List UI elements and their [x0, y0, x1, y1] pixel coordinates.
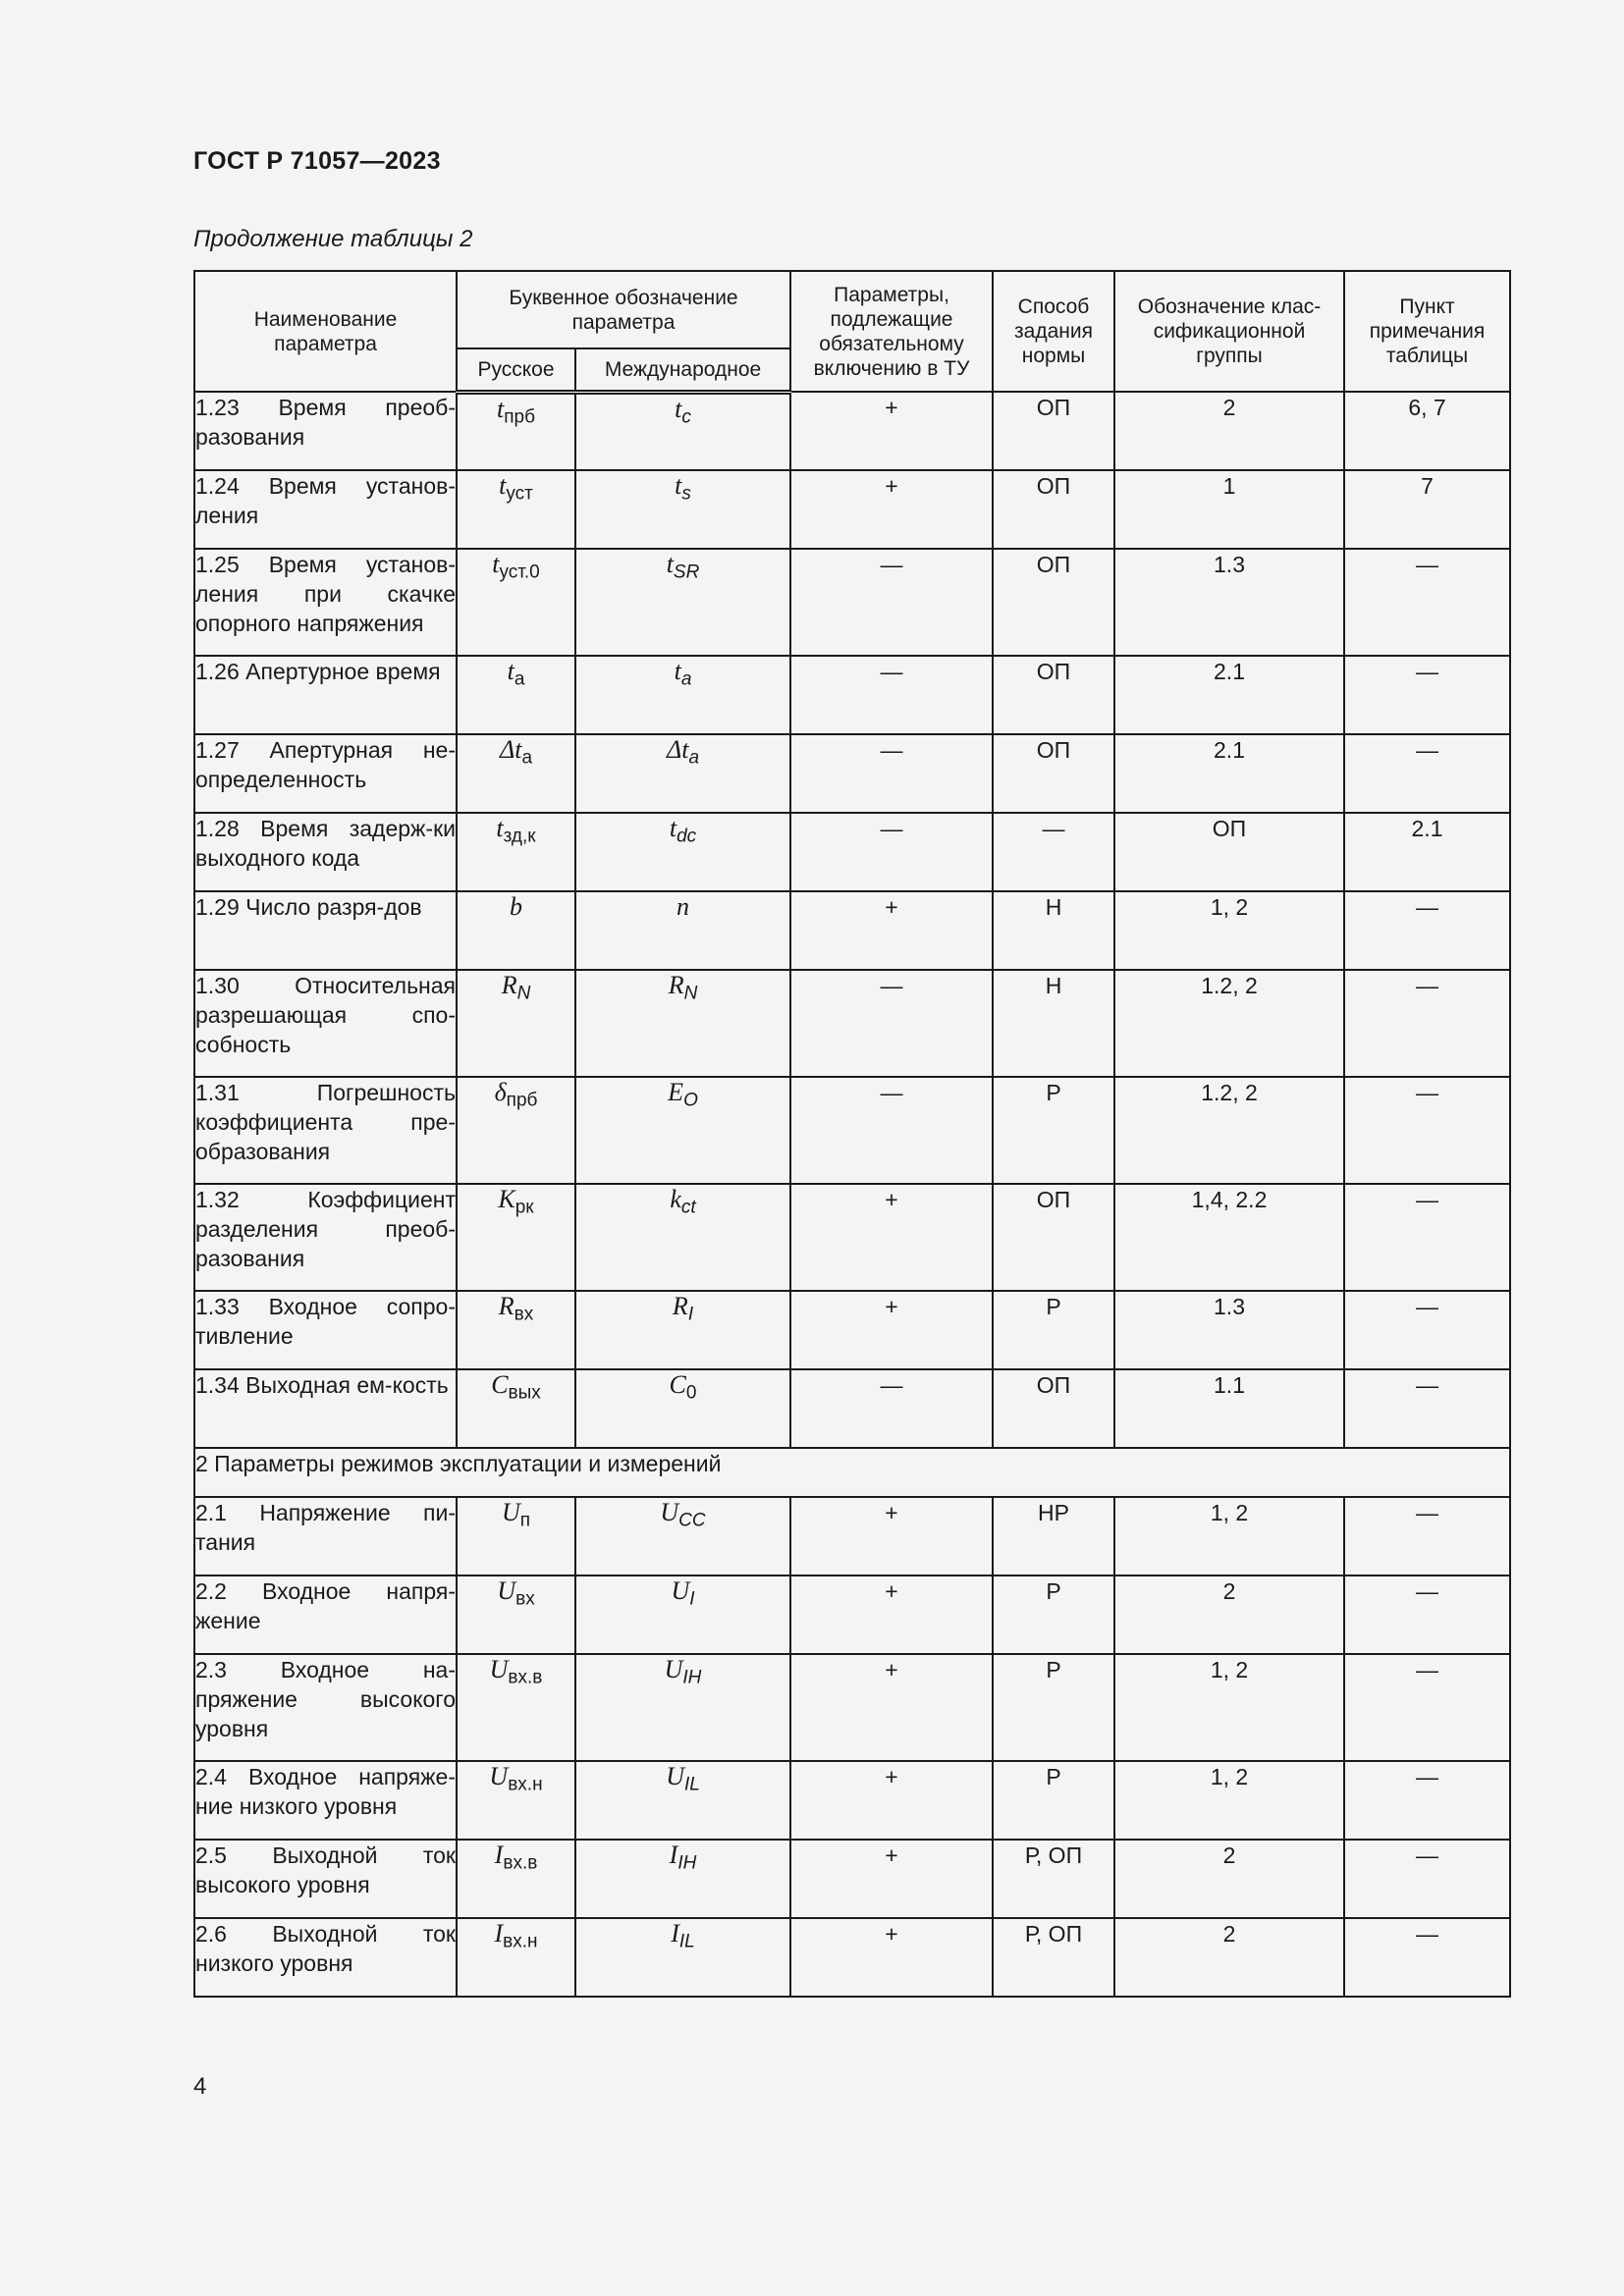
norm-method: ОП	[993, 392, 1114, 470]
symbol-subscript: O	[683, 1090, 698, 1111]
symbol-main: U	[501, 1498, 520, 1526]
norm-method: —	[993, 813, 1114, 891]
symbol-main: I	[494, 1919, 504, 1948]
symbol-main: U	[660, 1498, 679, 1526]
param-name: 1.27 Апертурная не-определенность	[194, 734, 457, 813]
symbol-ru	[457, 734, 575, 813]
table-row	[194, 1918, 1510, 1997]
tu-flag: —	[790, 549, 993, 656]
symbol-main: b	[510, 892, 522, 921]
symbol-intl	[575, 1497, 790, 1575]
note-ref: —	[1344, 970, 1510, 1077]
note-ref: 7	[1344, 470, 1510, 549]
symbol-intl	[575, 1369, 790, 1448]
symbol-subscript: N	[516, 983, 531, 1004]
symbol-main: I	[671, 1919, 679, 1948]
symbol-intl	[575, 1291, 790, 1369]
symbol-subscript: вх.н	[508, 1774, 543, 1795]
symbol-main: Δt	[666, 735, 689, 764]
symbol-subscript: ct	[680, 1197, 696, 1218]
symbol-subscript: вых	[508, 1382, 541, 1404]
symbol-subscript: зд,к	[503, 826, 536, 847]
symbol-main: t	[496, 814, 504, 842]
note-ref: —	[1344, 1654, 1510, 1761]
param-name: 1.29 Число разря-дов	[194, 891, 457, 970]
symbol-intl	[575, 1761, 790, 1840]
param-name: 2.3 Входное на-пряжение высокого уровня	[194, 1654, 457, 1761]
note-ref: —	[1344, 1840, 1510, 1918]
class-group: 1.3	[1114, 549, 1344, 656]
tu-flag: +	[790, 1918, 993, 1997]
tu-flag: —	[790, 656, 993, 734]
param-name: 1.34 Выходная ем-кость	[194, 1369, 457, 1448]
symbol-ru	[457, 813, 575, 891]
header-letter: Буквенное обозначение параметра	[457, 271, 790, 348]
tu-flag: —	[790, 1077, 993, 1184]
symbol-subscript: вх	[515, 1588, 535, 1610]
note-ref: —	[1344, 1918, 1510, 1997]
note-ref: 2.1	[1344, 813, 1510, 891]
symbol-subscript: I	[689, 1588, 695, 1610]
section-title: 2 Параметры режимов эксплуатации и измерений	[194, 1448, 1510, 1497]
page-number: 4	[193, 2073, 207, 2100]
norm-method: Р	[993, 1077, 1114, 1184]
symbol-subscript: вх.в	[508, 1667, 543, 1688]
symbol-main: R	[668, 971, 684, 999]
symbol-main: U	[489, 1762, 509, 1790]
document-code: ГОСТ Р 71057—2023	[193, 147, 441, 175]
symbol-subscript: прб	[506, 1090, 538, 1111]
symbol-main: R	[501, 971, 517, 999]
note-ref: —	[1344, 1077, 1510, 1184]
symbol-subscript: уст	[506, 483, 533, 505]
symbol-subscript: N	[683, 983, 698, 1004]
symbol-subscript: s	[681, 483, 691, 505]
symbol-main: K	[498, 1185, 515, 1213]
symbol-intl	[575, 470, 790, 549]
tu-flag: +	[790, 1575, 993, 1654]
symbol-ru	[457, 1369, 575, 1448]
param-name: 2.1 Напряжение пи-тания	[194, 1497, 457, 1575]
class-group: 2	[1114, 392, 1344, 470]
symbol-main: Δt	[499, 735, 522, 764]
symbol-subscript: IH	[682, 1667, 702, 1688]
symbol-subscript: IL	[683, 1774, 700, 1795]
symbol-subscript: вх	[514, 1304, 534, 1325]
symbol-main: I	[669, 1841, 678, 1869]
table-row	[194, 392, 1510, 470]
symbol-ru	[457, 1575, 575, 1654]
symbol-subscript: рк	[514, 1197, 534, 1218]
table-row	[194, 1654, 1510, 1761]
class-group: 1.2, 2	[1114, 970, 1344, 1077]
symbol-subscript: dc	[677, 826, 697, 847]
norm-method: НР	[993, 1497, 1114, 1575]
tu-flag: +	[790, 1840, 993, 1918]
header-method: Способ задания нормы	[993, 271, 1114, 392]
param-name: 1.32 Коэффициент разделения преоб-разования	[194, 1184, 457, 1291]
header-intl: Международное	[575, 348, 790, 392]
symbol-subscript: 0	[685, 1382, 697, 1404]
symbol-intl	[575, 1840, 790, 1918]
norm-method: ОП	[993, 734, 1114, 813]
note-ref: —	[1344, 891, 1510, 970]
table-row	[194, 1184, 1510, 1291]
note-ref: —	[1344, 734, 1510, 813]
symbol-subscript: a	[688, 747, 700, 769]
class-group: 2.1	[1114, 656, 1344, 734]
class-group: ОП	[1114, 813, 1344, 891]
symbol-ru	[457, 656, 575, 734]
symbol-subscript: a	[680, 668, 692, 690]
symbol-ru	[457, 1654, 575, 1761]
note-ref: —	[1344, 1761, 1510, 1840]
symbol-ru	[457, 891, 575, 970]
table-row	[194, 1291, 1510, 1369]
symbol-subscript: вх.н	[503, 1931, 538, 1952]
norm-method: ОП	[993, 1369, 1114, 1448]
class-group: 1.2, 2	[1114, 1077, 1344, 1184]
norm-method: Р, ОП	[993, 1840, 1114, 1918]
param-name: 2.4 Входное напряже-ние низкого уровня	[194, 1761, 457, 1840]
table-row	[194, 1575, 1510, 1654]
note-ref: 6, 7	[1344, 392, 1510, 470]
symbol-ru	[457, 1077, 575, 1184]
symbol-intl	[575, 813, 790, 891]
symbol-intl	[575, 392, 790, 470]
tu-flag: +	[790, 470, 993, 549]
symbol-subscript: а	[521, 747, 533, 769]
table-row	[194, 656, 1510, 734]
symbol-subscript: c	[681, 406, 691, 428]
symbol-subscript: прб	[504, 406, 535, 428]
param-name: 2.6 Выходной ток низкого уровня	[194, 1918, 457, 1997]
symbol-subscript: SR	[673, 561, 700, 583]
table-row	[194, 813, 1510, 891]
symbol-ru	[457, 549, 575, 656]
symbol-intl	[575, 1654, 790, 1761]
symbol-ru	[457, 1184, 575, 1291]
tu-flag: —	[790, 813, 993, 891]
tu-flag: —	[790, 970, 993, 1077]
symbol-main: t	[674, 657, 681, 685]
symbol-main: t	[499, 471, 507, 500]
table-row	[194, 1497, 1510, 1575]
symbol-intl	[575, 1918, 790, 1997]
class-group: 2	[1114, 1840, 1344, 1918]
symbol-subscript: IL	[678, 1931, 695, 1952]
parameters-table	[193, 270, 1511, 1998]
class-group: 1, 2	[1114, 1654, 1344, 1761]
class-group: 2	[1114, 1575, 1344, 1654]
symbol-ru	[457, 1497, 575, 1575]
note-ref: —	[1344, 549, 1510, 656]
tu-flag: +	[790, 1291, 993, 1369]
param-name: 1.25 Время установ-ления при скачке опорного напряжения	[194, 549, 457, 656]
symbol-subscript: уст.0	[499, 561, 540, 583]
symbol-main: t	[507, 657, 514, 685]
table-row	[194, 891, 1510, 970]
param-name: 1.26 Апертурное время	[194, 656, 457, 734]
norm-method: ОП	[993, 656, 1114, 734]
header-name: Наименование параметра	[194, 271, 457, 392]
symbol-main: U	[671, 1576, 690, 1605]
symbol-main: I	[494, 1841, 504, 1869]
symbol-main: n	[677, 892, 689, 921]
header-class: Обозначение клас-сификационной группы	[1114, 271, 1344, 392]
symbol-main: R	[672, 1292, 688, 1320]
symbol-main: k	[670, 1185, 681, 1213]
norm-method: ОП	[993, 470, 1114, 549]
symbol-subscript: а	[514, 668, 525, 690]
param-name: 2.5 Выходной ток высокого уровня	[194, 1840, 457, 1918]
class-group: 1, 2	[1114, 891, 1344, 970]
table-row	[194, 1761, 1510, 1840]
table-caption: Продолжение таблицы 2	[193, 226, 473, 252]
symbol-main: C	[669, 1370, 686, 1399]
norm-method: Н	[993, 970, 1114, 1077]
table-row	[194, 1840, 1510, 1918]
param-name: 1.23 Время преоб-разования	[194, 392, 457, 470]
symbol-main: U	[497, 1576, 516, 1605]
symbol-intl	[575, 549, 790, 656]
symbol-intl	[575, 734, 790, 813]
class-group: 1.1	[1114, 1369, 1344, 1448]
tu-flag: +	[790, 1654, 993, 1761]
param-name: 2.2 Входное напря-жение	[194, 1575, 457, 1654]
param-name: 1.28 Время задерж-ки выходного кода	[194, 813, 457, 891]
norm-method: Н	[993, 891, 1114, 970]
symbol-intl	[575, 1575, 790, 1654]
symbol-ru	[457, 392, 575, 470]
class-group: 1, 2	[1114, 1761, 1344, 1840]
norm-method: Р, ОП	[993, 1918, 1114, 1997]
table-row	[194, 549, 1510, 656]
symbol-subscript: вх.в	[503, 1852, 538, 1874]
tu-flag: +	[790, 392, 993, 470]
tu-flag: +	[790, 1761, 993, 1840]
symbol-main: U	[666, 1762, 684, 1790]
norm-method: ОП	[993, 1184, 1114, 1291]
note-ref: —	[1344, 1291, 1510, 1369]
note-ref: —	[1344, 1184, 1510, 1291]
class-group: 2	[1114, 1918, 1344, 1997]
note-ref: —	[1344, 1369, 1510, 1448]
norm-method: Р	[993, 1291, 1114, 1369]
symbol-main: R	[498, 1292, 514, 1320]
class-group: 1, 2	[1114, 1497, 1344, 1575]
symbol-main: U	[489, 1655, 509, 1683]
symbol-main: δ	[494, 1078, 507, 1106]
note-ref: —	[1344, 656, 1510, 734]
class-group: 1.3	[1114, 1291, 1344, 1369]
table-row	[194, 470, 1510, 549]
header-ru: Русское	[457, 348, 575, 392]
symbol-main: t	[675, 471, 682, 500]
tu-flag: —	[790, 1369, 993, 1448]
symbol-subscript: I	[687, 1304, 694, 1325]
symbol-main: t	[497, 394, 505, 423]
tu-flag: +	[790, 1184, 993, 1291]
symbol-main: t	[669, 814, 677, 842]
norm-method: Р	[993, 1575, 1114, 1654]
symbol-intl	[575, 1184, 790, 1291]
symbol-subscript: п	[519, 1510, 531, 1531]
symbol-intl	[575, 1077, 790, 1184]
note-ref: —	[1344, 1575, 1510, 1654]
symbol-main: t	[492, 550, 500, 578]
tu-flag: —	[790, 734, 993, 813]
symbol-ru	[457, 470, 575, 549]
symbol-intl	[575, 970, 790, 1077]
symbol-ru	[457, 1840, 575, 1918]
symbol-ru	[457, 1918, 575, 1997]
tu-flag: +	[790, 891, 993, 970]
symbol-subscript: IH	[677, 1852, 697, 1874]
norm-method: Р	[993, 1654, 1114, 1761]
symbol-main: C	[491, 1370, 509, 1399]
param-name: 1.30 Относительная разрешающая спо-собность	[194, 970, 457, 1077]
symbol-ru	[457, 970, 575, 1077]
param-name: 1.24 Время установ-ления	[194, 470, 457, 549]
table-row	[194, 1077, 1510, 1184]
norm-method: Р	[993, 1761, 1114, 1840]
param-name: 1.33 Входное сопро-тивление	[194, 1291, 457, 1369]
header-tu: Параметры, подлежащие обязательному включению в ТУ	[790, 271, 993, 392]
class-group: 1	[1114, 470, 1344, 549]
symbol-main: t	[666, 550, 674, 578]
table-row	[194, 734, 1510, 813]
symbol-intl	[575, 656, 790, 734]
symbol-main: E	[668, 1078, 684, 1106]
table-row	[194, 1369, 1510, 1448]
note-ref: —	[1344, 1497, 1510, 1575]
class-group: 1,4, 2.2	[1114, 1184, 1344, 1291]
table-row	[194, 970, 1510, 1077]
symbol-subscript: CC	[678, 1510, 706, 1531]
symbol-ru	[457, 1291, 575, 1369]
header-note: Пункт примечания таблицы	[1344, 271, 1510, 392]
norm-method: ОП	[993, 549, 1114, 656]
section-row	[194, 1448, 1510, 1497]
tu-flag: +	[790, 1497, 993, 1575]
symbol-intl	[575, 891, 790, 970]
class-group: 2.1	[1114, 734, 1344, 813]
symbol-main: t	[675, 394, 682, 423]
symbol-ru	[457, 1761, 575, 1840]
symbol-main: U	[664, 1655, 683, 1683]
param-name: 1.31 Погрешность коэффициента пре-образования	[194, 1077, 457, 1184]
